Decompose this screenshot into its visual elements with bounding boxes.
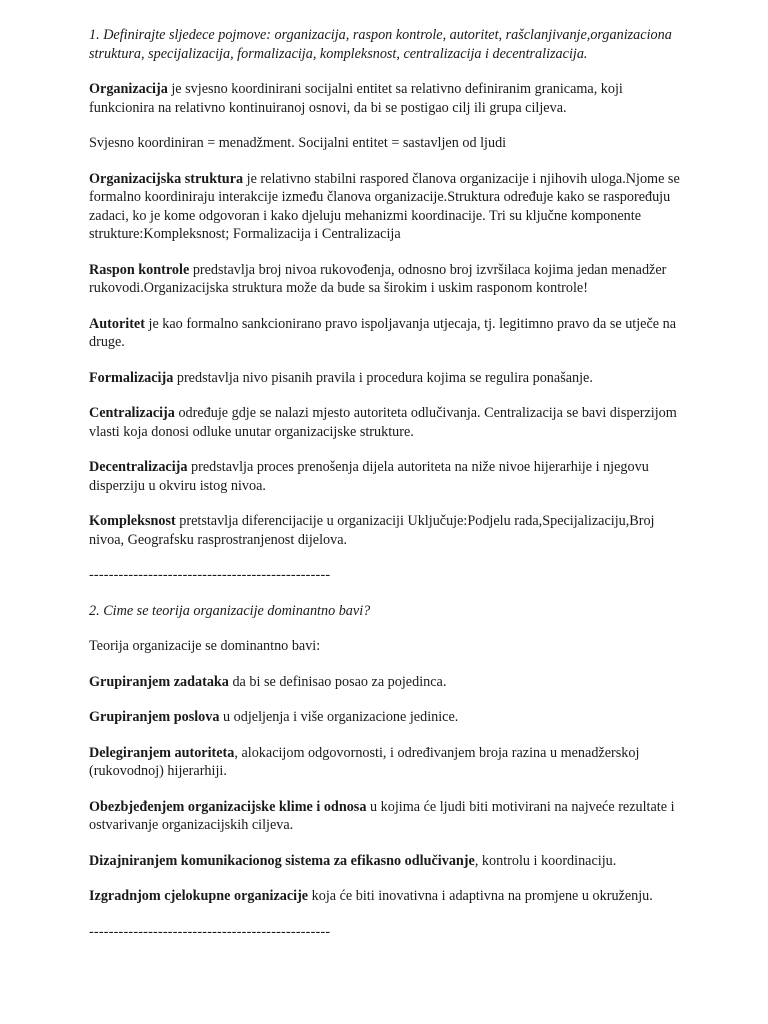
term: Raspon kontrole [89,261,190,278]
note-menadzment [89,134,688,153]
note-text: Svjesno koordiniran = menadžment. Socijalni entitet = sastavljen od ljudi [89,135,507,151]
term: Dizajniranjem komunikacionog sistema za efikasno odlučivanje [89,852,475,869]
list-item [89,744,688,781]
definition-centralizacija [89,404,688,441]
term: Decentralizacija [89,459,188,475]
definition-text: predstavlja nivo pisanih pravila i procedura kojima se regulira ponašanje. [173,369,593,386]
definition-text: predstavlja broj nivoa rukovođenja, odnosno broj izvršilaca kojima jedan menadžer rukovodi.Organizacijska struktura može da bude sa širokim i uskim rasponom kontrole! [89,261,667,296]
list-item [89,798,688,835]
section-intro: Teorija organizacije se dominantno bavi: [89,638,321,654]
list-item [89,708,688,727]
definition-organizacijska-struktura [89,170,688,244]
definition-text: je relativno stabilni raspored članova organizacije i njihovih uloga.Njome se formalno koordiniraju interakcije između članova organizacije.Struktura određuje kako se raspoređuju zadaci, ko je kome odgovoran i kako djeluju mehanizmi koordinacije. Tri su ključne komponente strukture:Kompleksnost; Formalizacija i Centralizacija [89,170,680,242]
term: Izgradnjom cjelokupne organizacije [89,888,309,904]
definition-formalizacija [89,369,688,388]
definition-kompleksnost [89,512,688,549]
item-text: koja će biti inovativna i adaptivna na promjene u okruženju. [308,888,653,904]
definition-text: određuje gdje se nalazi mjesto autoriteta odlučivanja. Centralizacija se bavi disperzijom vlasti koja donosi odluke unutar organizacijske strukture. [89,405,677,440]
list-item [89,673,688,692]
item-text: u kojima će ljudi biti motivirani na najveće rezultate i ostvarivanje organizacijskih ciljeva. [89,798,675,833]
term: Autoritet [89,315,145,332]
definition-organizacija [89,80,688,117]
item-text: , kontrolu i koordinaciju. [474,852,617,869]
list-item [89,887,688,906]
term: Obezbjeđenjem organizacijske klime i odnosa [89,798,367,815]
definition-text: pretstavlja diferencijacije u organizaciji Uključuje:Podjelu rada,Specijalizaciju,Broj nivoa, Geografsku rasprostranjenost dijelova. [89,513,655,548]
definition-text: predstavlja proces prenošenja dijela autoriteta na niže nivoe hijerarhije i njegovu disperziju u okviru istog nivoa. [89,459,649,494]
definition-raspon-kontrole [89,261,688,298]
item-text: , alokacijom odgovornosti, i određivanjem broja razina u menadžerskoj (rukovodnoj) hijerarhiji. [89,744,640,779]
definition-text: je kao formalno sankcionirano pravo ispoljavanja utjecaja, tj. legitimno pravo da se utječe na druge. [89,315,677,350]
term: Grupiranjem poslova [89,709,220,725]
term: Organizacija [89,81,168,97]
term: Delegiranjem autoriteta [89,744,235,761]
term: Centralizacija [89,405,175,421]
divider: ------------------------------------------------- [89,567,331,583]
item-text: da bi se definisao posao za pojedinca. [228,673,447,690]
divider: ------------------------------------------------- [89,923,331,940]
definition-decentralizacija [89,458,688,495]
item-text: u odjeljenja i više organizacione jedinice. [219,709,459,725]
term: Grupiranjem zadataka [89,673,229,690]
question-2: 2. Cime se teorija organizacije dominantno bavi? [89,602,371,619]
term: Organizacijska struktura [89,170,244,187]
definition-autoritet [89,315,688,352]
question-1: 1. Definirajte sljedece pojmove: organizacija, raspon kontrole, autoritet, rašclanjivanje,organizaciona struktura, specijalizacija, formalizacija, kompleksnost, centralizacija i decentralizacija. [89,27,672,62]
term: Kompleksnost [89,513,176,529]
definition-text: je svjesno koordinirani socijalni entitet sa relativno definiranim granicama, koji funkcionira na relativno kontinuiranoj osnovi, da bi se postigao cilj ili grupa ciljeva. [89,81,623,116]
list-item [89,852,688,871]
term: Formalizacija [89,369,174,386]
